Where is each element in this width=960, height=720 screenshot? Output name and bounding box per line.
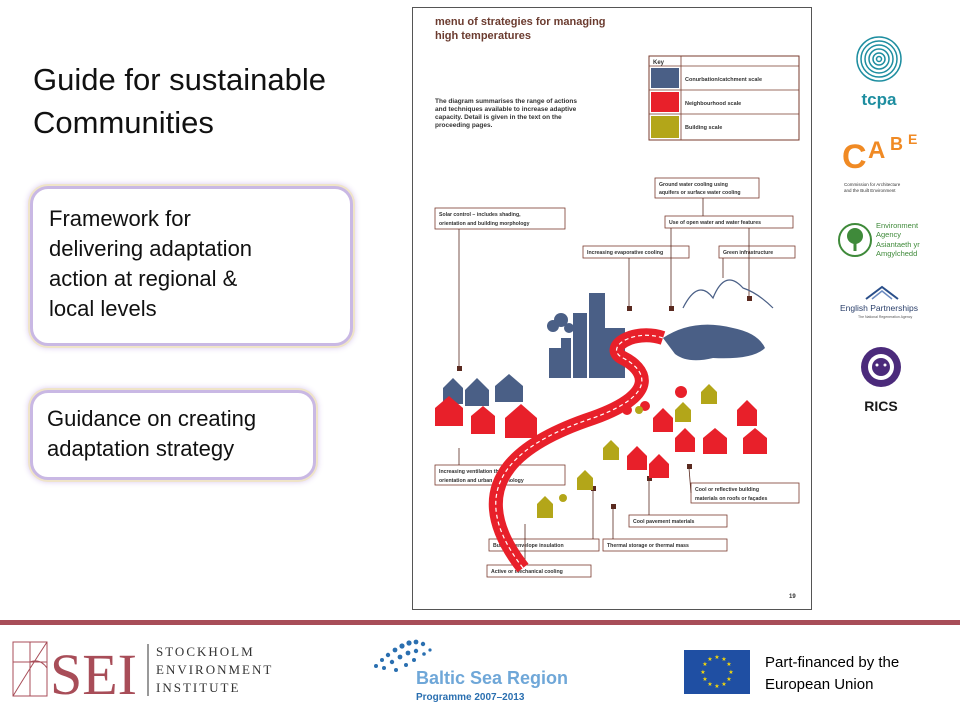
ea-line-1: Environment bbox=[876, 221, 919, 230]
baltic-sea-region-logo bbox=[366, 628, 570, 708]
environment-agency-logo bbox=[838, 218, 938, 262]
baltic-wave-icon bbox=[366, 628, 570, 708]
doc-heading-1: menu of strategies for managing bbox=[435, 16, 606, 28]
cabe-letter-c: C bbox=[842, 138, 867, 176]
eu-funding-text bbox=[765, 652, 955, 696]
tcpa-wordmark: tcpa bbox=[861, 90, 897, 109]
strategy-diagram bbox=[413, 8, 811, 609]
callout-cool-pavement-text: Cool pavement materials bbox=[633, 519, 695, 525]
cabe-letter-a: A bbox=[868, 137, 886, 164]
title-line-2: Communities bbox=[33, 105, 214, 140]
english-partnerships-icon bbox=[836, 283, 936, 323]
framework-line-2: delivering adaptation bbox=[49, 236, 253, 261]
key-swatch-building bbox=[651, 116, 679, 138]
key-label-conurbation: Conurbation/catchment scale bbox=[685, 77, 763, 83]
framework-line-4: local levels bbox=[49, 296, 157, 321]
key-title: Key bbox=[653, 60, 665, 66]
framework-box bbox=[30, 186, 353, 346]
baltic-programme: Programme 2007–2013 bbox=[416, 692, 525, 703]
footer-divider bbox=[0, 620, 960, 625]
callout-ground-water-line-1: Ground water cooling using bbox=[659, 182, 728, 188]
rics-wordmark: RICS bbox=[864, 398, 898, 414]
doc-heading-2: high temperatures bbox=[435, 30, 531, 42]
guidance-box bbox=[30, 390, 316, 480]
sei-line-2: ENVIRONMENT bbox=[156, 662, 274, 677]
key-label-building: Building scale bbox=[685, 125, 723, 131]
tcpa-logo bbox=[848, 35, 910, 109]
callout-open-water-text: Use of open water and water features bbox=[669, 220, 761, 226]
diagram-key bbox=[649, 56, 799, 140]
tcpa-icon bbox=[848, 35, 910, 109]
callout-evaporative-text: Increasing evaporative cooling bbox=[587, 250, 664, 256]
eu-flag bbox=[684, 650, 750, 694]
slide-title bbox=[33, 58, 403, 144]
sei-logo bbox=[12, 638, 292, 700]
callout-cool-materials-line-1: Cool or reflective building bbox=[695, 487, 759, 493]
framework-line-3: action at regional & bbox=[49, 266, 238, 291]
cabe-icon bbox=[838, 128, 938, 200]
cabe-logo bbox=[838, 128, 938, 200]
sei-line-3: INSTITUTE bbox=[156, 680, 241, 695]
svg-text:★: ★ bbox=[714, 654, 720, 661]
ea-line-3: Asiantaeth yr bbox=[876, 240, 920, 249]
callout-thermal-text: Thermal storage or thermal mass bbox=[607, 543, 689, 549]
svg-text:★: ★ bbox=[702, 661, 708, 668]
strategy-document-page bbox=[412, 7, 812, 610]
callout-envelope-text: Building envelope insulation bbox=[493, 543, 564, 549]
ea-line-2: Agency bbox=[876, 230, 902, 239]
callout-ventilation-line-2: orientation and urban morphology bbox=[439, 478, 524, 484]
key-swatch-conurbation bbox=[651, 68, 679, 88]
sei-letters: SEI bbox=[50, 642, 137, 700]
callout-solar-line-1: Solar control – includes shading, bbox=[439, 212, 521, 218]
environment-agency-icon bbox=[838, 218, 938, 262]
svg-text:★: ★ bbox=[726, 661, 732, 668]
framework-line-1: Framework for bbox=[49, 206, 191, 231]
key-label-neighbourhood: Neighbourhood scale bbox=[685, 101, 742, 107]
title-line-1: Guide for sustainable bbox=[33, 62, 326, 97]
rics-lion-icon bbox=[852, 345, 910, 415]
callout-ground-water-line-2: aquifers or surface water cooling bbox=[659, 190, 741, 196]
svg-text:★: ★ bbox=[707, 681, 713, 688]
callout-ventilation-line-1: Increasing ventilation through bbox=[439, 469, 514, 475]
svg-text:★: ★ bbox=[700, 669, 706, 676]
svg-text:★: ★ bbox=[728, 669, 734, 676]
callout-active-text: Active or mechanical cooling bbox=[491, 569, 563, 575]
guidance-line-1: Guidance on creating bbox=[47, 406, 257, 431]
doc-intro-4: proceeding pages. bbox=[435, 122, 493, 129]
baltic-name: Baltic Sea Region bbox=[416, 668, 569, 688]
eu-text-line-2: European Union bbox=[765, 676, 874, 693]
callout-cool-materials-line-2: materials on roofs or façades bbox=[695, 496, 768, 502]
ep-sub: The National Regeneration Agency bbox=[858, 315, 913, 319]
cabe-caption-1: Commission for Architecture bbox=[844, 182, 901, 187]
sei-line-1: STOCKHOLM bbox=[156, 644, 255, 659]
svg-text:★: ★ bbox=[721, 656, 727, 663]
key-swatch-neighbourhood bbox=[651, 92, 679, 112]
doc-intro-3: capacity. Detail is given in the text on the bbox=[435, 114, 562, 121]
svg-text:★: ★ bbox=[707, 656, 713, 663]
ep-name: English Partnerships bbox=[840, 303, 918, 313]
ea-line-4: Amgylchedd bbox=[876, 249, 918, 258]
cabe-letter-b: B bbox=[890, 134, 903, 154]
callout-solar-line-2: orientation and building morphology bbox=[439, 221, 530, 227]
eu-flag-icon bbox=[684, 650, 750, 694]
eu-text-line-1: Part-financed by the bbox=[765, 654, 900, 671]
svg-text:★: ★ bbox=[702, 676, 708, 683]
sei-icon bbox=[12, 638, 292, 700]
doc-intro-1: The diagram summarises the range of actions bbox=[435, 98, 577, 105]
rics-logo bbox=[852, 345, 910, 415]
callout-green-infra-text: Green infrastructure bbox=[723, 250, 774, 256]
cabe-caption-2: and the Built Environment bbox=[844, 188, 896, 193]
svg-text:★: ★ bbox=[726, 676, 732, 683]
svg-text:★: ★ bbox=[714, 683, 720, 690]
doc-page-number: 19 bbox=[789, 594, 796, 600]
cabe-letter-e: E bbox=[908, 131, 918, 147]
svg-text:★: ★ bbox=[721, 681, 727, 688]
english-partnerships-logo bbox=[836, 283, 936, 323]
guidance-line-2: adaptation strategy bbox=[47, 436, 235, 461]
doc-intro-2: and techniques available to increase adaptive bbox=[435, 106, 577, 113]
